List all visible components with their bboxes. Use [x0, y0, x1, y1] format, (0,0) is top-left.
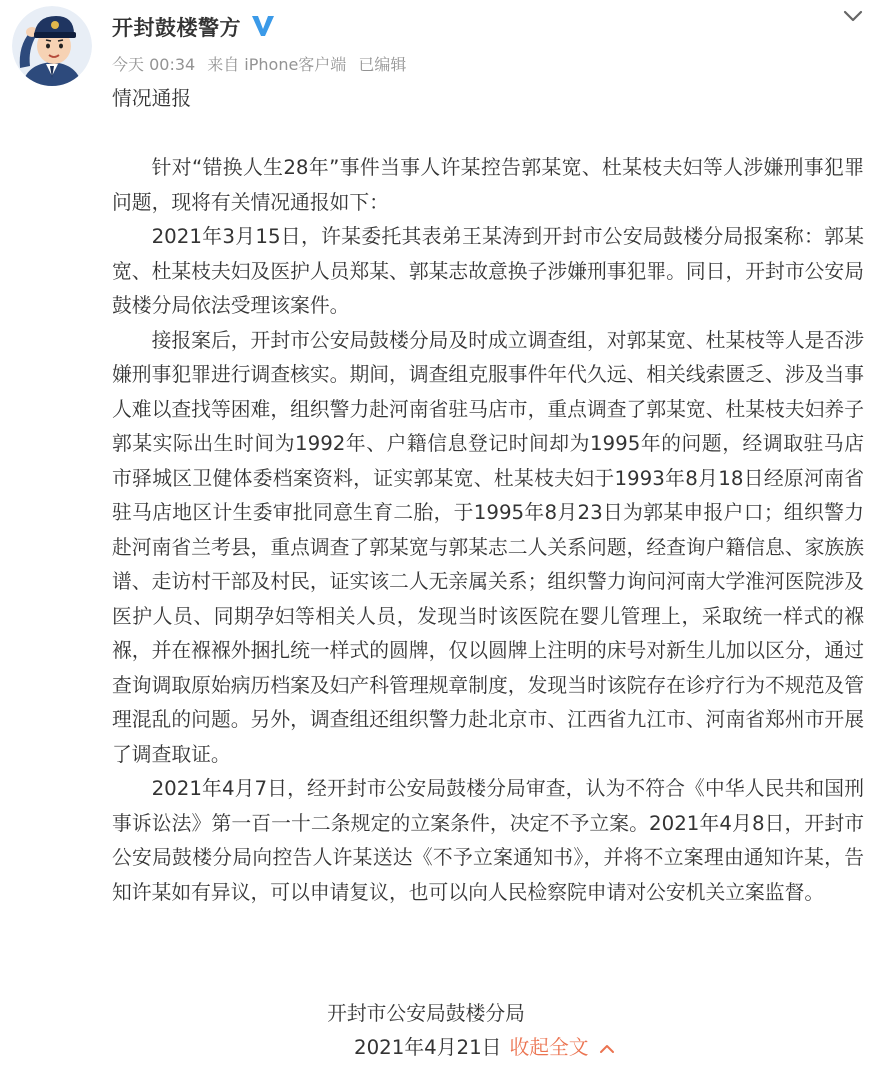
edited-label[interactable]: 已编辑 [358, 55, 407, 74]
post-heading: 情况通报 [112, 87, 192, 110]
avatar[interactable] [12, 6, 92, 86]
post-timestamp[interactable]: 今天 00:34 [112, 55, 196, 74]
post-date: 2021年4月21日 [354, 1036, 502, 1059]
post-paragraph: 接报案后，开封市公安局鼓楼分局及时成立调查组，对郭某宽、杜某枝等人是否涉嫌刑事犯罪进行调查核实。期间，调查组克服事件年代久远、相关线索匮乏、涉及当事人难以查找等困难，组织警力赴河南省驻马店市，重点调查了郭某宽、杜某枝夫妇养子郭某实际出生时间为1992年、户籍信息登记时间却为1995年的问题，经调取驻马店市驿城区卫健体委档案资料，证实郭某宽、杜某枝夫妇于1993年8月18日经原河南省驻马店地区计生委审批同意生育二胎，于1995年8月23日为郭某申报户口；组织警力赴河南省兰考县，重点调查了郭某宽与郭某志二人关系问题，经查询户籍信息、家族族谱、走访村干部及村民，证实该二人无亲属关系；组织警力询问河南大学淮河医院涉及医护人员、同期孕妇等相关人员，发现当时该医院在婴儿管理上，采取统一样式的褓褓，并在褓褓外捆扎统一样式的圆牌，仅以圆牌上注明的床号对新生儿加以区分，通过查询调取原始病历档案及妇产科管理规章制度，发现当时该院存在诊疗行为不规范及管理混乱的问题。另外，调查组还组织警力赴北京市、江西省九江市、河南省郑州市开展了调查取证。 [112, 328, 864, 766]
author-name[interactable]: 开封鼓楼警方 [112, 16, 241, 40]
post-signature: 开封市公安局鼓楼分局 [327, 1002, 525, 1025]
chevron-up-icon[interactable] [599, 1043, 615, 1055]
post-body [112, 82, 864, 910]
police-avatar-icon [12, 6, 92, 86]
post-paragraph: 2021年3月15日，许某委托其表弟王某涛到开封市公安局鼓楼分局报案称：郭某宽、杜某枝夫妇及医护人员郑某、郭某志故意换子涉嫌刑事犯罪。同日，开封市公安局鼓楼分局依法受理该案件。 [112, 225, 864, 317]
post-paragraph: 2021年4月7日，经开封市公安局鼓楼分局审查，认为不符合《中华人民共和国刑事诉讼法》第一百一十二条规定的立案条件，决定不予立案。2021年4月8日，开封市公安局鼓楼分局向控告人许某送达《不予立案通知书》，并将不立案理由通知许某，告知许某如有异议，可以申请复议，也可以向人民检察院申请对公安机关立案监督。 [112, 777, 864, 904]
post-source: 来自 iPhone客户端 [207, 55, 347, 74]
post-meta [112, 52, 418, 75]
post-date-line [354, 1031, 615, 1065]
chevron-down-icon[interactable] [842, 8, 864, 24]
collapse-button[interactable]: 收起全文 [509, 1036, 589, 1059]
post-paragraph: 针对“错换人生28年”事件当事人许某控告郭某宽、杜某枝夫妇等人涉嫌刑事犯罪问题，现将有关情况通报如下： [112, 156, 864, 214]
verified-icon [250, 14, 276, 38]
